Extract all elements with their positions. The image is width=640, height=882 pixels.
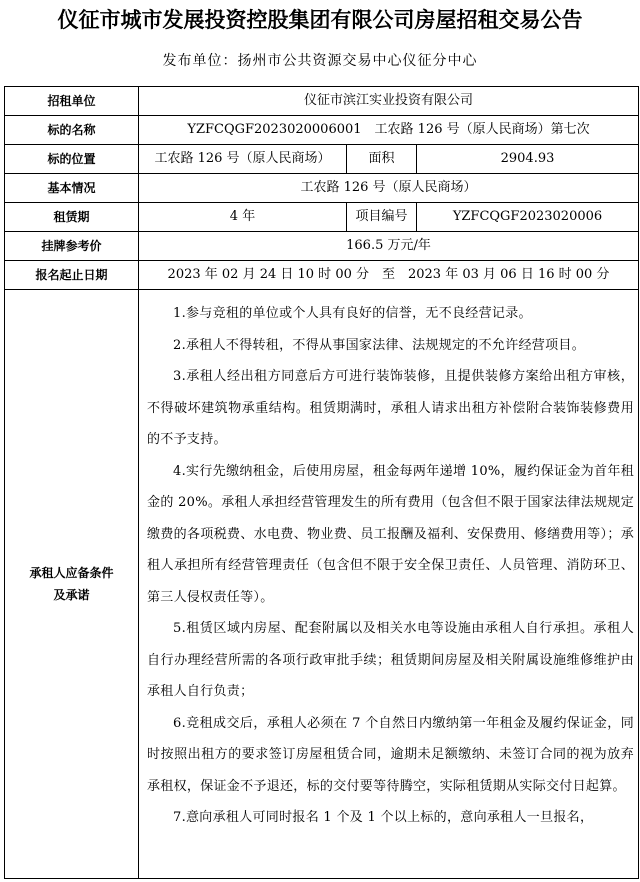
condition-item: 6.竞租成交后，承租人必须在 7 个自然日内缴纳第一年租金及履约保证金，同时按照出租方的要求签订房屋租赁合同，逾期未足额缴纳、未签订合同的视为放弃承租权，保证金不予退还，标的交付要等待腾空，实际租赁期从实际交付日起算。 bbox=[147, 715, 634, 794]
publisher-line: 发布单位：扬州市公共资源交易中心仪征分中心 bbox=[162, 53, 478, 69]
location-value: 工农路 126 号（原人民商场） bbox=[139, 145, 347, 174]
table-row bbox=[5, 87, 639, 116]
conditions-label bbox=[5, 290, 139, 879]
table-row bbox=[5, 203, 639, 232]
basic-label: 基本情况 bbox=[5, 174, 139, 203]
conditions-label-line: 及承诺 bbox=[53, 588, 90, 602]
unit-label: 招租单位 bbox=[5, 87, 139, 116]
project-no-value: YZFCQGF2023020006 bbox=[417, 203, 639, 232]
name-value: YZFCQGF2023020006001 工农路 126 号（原人民商场）第七次 bbox=[139, 116, 639, 145]
price-value: 166.5 万元/年 bbox=[139, 232, 639, 261]
table-row bbox=[5, 174, 639, 203]
condition-item: 3.承租人经出租方同意后方可进行装饰装修，且提供装修方案给出租方审核，不得破坏建筑物承重结构。租赁期满时，承租人请求出租方补偿附合装饰装修费用的不予支持。 bbox=[147, 369, 634, 447]
condition-item: 1.参与竞租的单位或个人具有良好的信誉，无不良经营记录。 bbox=[173, 306, 532, 321]
project-no-label: 项目编号 bbox=[347, 203, 417, 232]
table-row bbox=[5, 290, 639, 879]
conditions-list bbox=[147, 298, 634, 878]
term-value: 4 年 bbox=[139, 203, 347, 232]
term-label: 租赁期 bbox=[5, 203, 139, 232]
name-label: 标的名称 bbox=[5, 116, 139, 145]
table-row bbox=[5, 116, 639, 145]
basic-value: 工农路 126 号（原人民商场） bbox=[139, 174, 639, 203]
area-value: 2904.93 bbox=[417, 145, 639, 174]
date-label: 报名起止日期 bbox=[5, 261, 139, 290]
date-value: 2023 年 02 月 24 日 10 时 00 分 至 2023 年 03 月 06 日 16 时 00 分 bbox=[139, 261, 639, 290]
table-row bbox=[5, 232, 639, 261]
conditions-label-line: 承租人应备条件 bbox=[29, 566, 114, 580]
condition-item: 7.意向承租人可同时报名 1 个及 1 个以上标的，意向承租人一旦报名， bbox=[173, 810, 594, 825]
price-label: 挂牌参考价 bbox=[5, 232, 139, 261]
announcement-table bbox=[4, 86, 639, 879]
announcement-title: 仪征市城市发展投资控股集团有限公司房屋招租交易公告 bbox=[57, 8, 583, 32]
unit-value: 仪征市滨江实业投资有限公司 bbox=[139, 87, 639, 116]
area-label: 面积 bbox=[347, 145, 417, 174]
condition-item: 2.承租人不得转租，不得从事国家法律、法规规定的不允许经营项目。 bbox=[173, 337, 586, 353]
condition-item: 4.实行先缴纳租金，后使用房屋，租金每两年递增 10%，履约保证金为首年租金的 20%。承租人承担经营管理发生的所有费用（包含但不限于国家法律法规规定缴费的各项税费、水电费、物业费、员工报酬及福利、安保费用、修缮费用等）；承租人承担所有经营管理责任（包含但不限于安全保卫责任、人员管理、消防环卫、第三人侵权责任等）。 bbox=[147, 463, 634, 605]
table-row bbox=[5, 145, 639, 174]
condition-item: 5.租赁区域内房屋、配套附属以及相关水电等设施由承租人自行承担。承租人自行办理经营所需的各项行政审批手续；租赁期间房屋及相关附属设施维修维护由承租人自行负责； bbox=[147, 621, 634, 699]
table-row bbox=[5, 261, 639, 290]
location-label: 标的位置 bbox=[5, 145, 139, 174]
conditions-content bbox=[139, 290, 639, 879]
